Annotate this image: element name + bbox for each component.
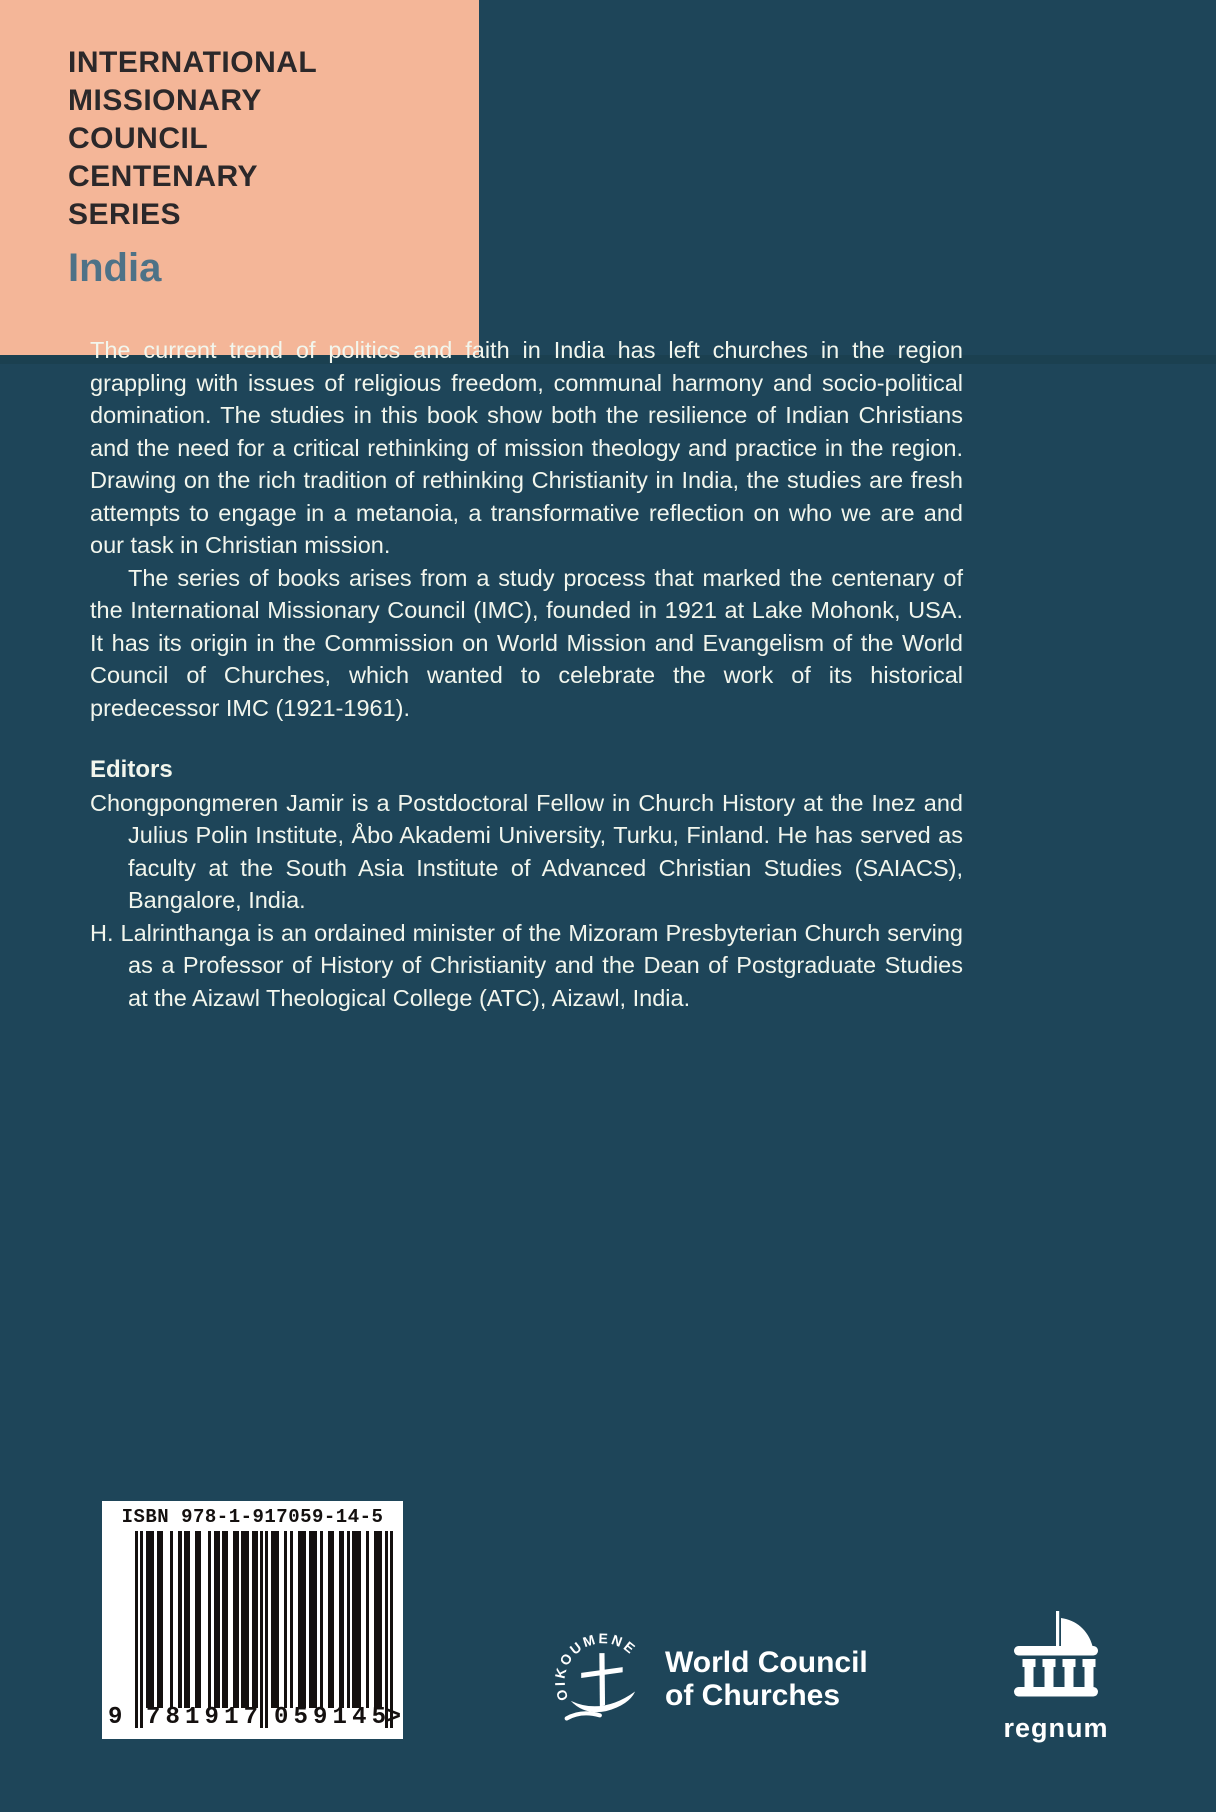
barcode-digit: 9	[204, 1704, 219, 1731]
wcc-name-line: World Council	[665, 1646, 868, 1679]
barcode-digit: 5	[293, 1704, 308, 1731]
barcode-digit-group: 9	[108, 1704, 123, 1731]
barcode-bar	[341, 1531, 344, 1708]
barcode-bar	[178, 1531, 181, 1708]
barcode-digit: 7	[146, 1704, 161, 1731]
regnum-temple-icon	[1006, 1606, 1106, 1710]
barcode-bar	[140, 1531, 143, 1728]
editors-heading: Editors	[90, 756, 173, 783]
barcode-quiet-zone-mark: >	[386, 1704, 401, 1731]
barcode-bar	[303, 1531, 306, 1708]
barcode-bar	[265, 1531, 268, 1728]
blurb-paragraph-1: The current trend of politics and faith in India has left churches in the region grappling with issues of religious freedom, communal harmony and socio-political domination. The studies in this book show both the resilience of Indian Christians and the need for a critical rethinking of mission theology and practice in the region. Drawing on the rich tradition of rethinking Christianity in India, the studies are fresh attempts to engage in a metanoia, a transformative reflection on who we are and our task in Christian mission.	[90, 337, 963, 558]
barcode-digit: 8	[165, 1704, 180, 1731]
barcode-digit: 9	[313, 1704, 328, 1731]
barcode-bar	[385, 1531, 388, 1728]
barcode-bar	[208, 1531, 211, 1708]
series-volume-title: India	[68, 246, 162, 290]
barcode-bar	[260, 1531, 263, 1728]
barcode-bar	[216, 1531, 219, 1708]
barcode-bar	[170, 1531, 173, 1708]
barcode-digit-group	[146, 1704, 258, 1731]
barcode-digit: 1	[224, 1704, 239, 1731]
barcode-bar	[390, 1531, 393, 1728]
barcode-bar	[366, 1531, 369, 1708]
wcc-logo	[552, 1620, 972, 1740]
barcode-bar	[246, 1531, 249, 1708]
blurb-paragraph-2: The series of books arises from a study process that marked the centenary of the International Missionary Council (IMC), founded in 1921 at Lake Mohonk, USA. It has its origin in the Commission on World Mission and Evangelism of the World Council of Churches, which wanted to celebrate the work of its historical predecessor IMC (1921-1961).	[90, 564, 963, 721]
barcode-digit: 1	[185, 1704, 200, 1731]
editor-bio-2: H. Lalrinthanga is an ordained minister of the Mizoram Presbyterian Church serving as a Professor of History of Christianity and the Dean of Postgraduate Studies at the Aizawl Theological College (ATC), Aizawl, India.	[90, 919, 963, 1011]
barcode-digit-group	[274, 1704, 386, 1731]
series-title-line: SERIES	[68, 198, 182, 231]
regnum-wordmark: regnum	[1003, 1713, 1109, 1743]
wcc-name-line: of Churches	[665, 1679, 841, 1712]
series-title	[68, 44, 479, 234]
barcode-bar	[320, 1531, 323, 1708]
svg-text:OIKOUMENE: OIKOUMENE	[552, 1630, 641, 1703]
series-title-line: INTERNATIONAL	[68, 46, 318, 79]
barcode-bar	[135, 1531, 138, 1728]
series-title-line: COUNCIL	[68, 122, 209, 155]
barcode-digit: 4	[352, 1704, 367, 1731]
series-title-line: MISSIONARY	[68, 84, 262, 117]
barcode-bar	[314, 1531, 317, 1708]
back-cover-copy	[90, 334, 963, 1014]
series-title-line: CENTENARY	[68, 160, 259, 193]
barcode-digit: 7	[243, 1704, 258, 1731]
barcode-bar	[347, 1531, 350, 1708]
barcode-bar	[276, 1531, 279, 1708]
barcode-digit: 0	[274, 1704, 289, 1731]
barcode-human-digits	[102, 1704, 403, 1734]
barcode-bar	[197, 1531, 200, 1708]
barcode-bar	[159, 1531, 162, 1708]
barcode-bar	[225, 1531, 228, 1708]
isbn-number-label: ISBN 978-1-917059-14-5	[121, 1506, 384, 1528]
barcode-bar	[151, 1531, 154, 1708]
barcode-bar	[358, 1531, 361, 1708]
series-panel	[0, 0, 479, 355]
oikoumene-boat-icon	[552, 1622, 656, 1734]
barcode-bar	[290, 1531, 293, 1708]
regnum-logo	[1003, 1606, 1109, 1744]
barcode-bar	[331, 1531, 334, 1708]
barcode-digit: 5	[371, 1704, 386, 1731]
ean13-barcode	[135, 1531, 393, 1728]
barcode-bar	[235, 1531, 238, 1708]
barcode-bar	[187, 1531, 190, 1708]
editor-bio-1: Chongpongmeren Jamir is a Postdoctoral Fellow in Church History at the Inez and Julius Polin Institute, Åbo Akademi University, Turku, Finland. He has served as faculty at the South Asia Institute of Advanced Christian Studies (SAIACS), Bangalore, India.	[90, 789, 963, 913]
barcode-bar	[284, 1531, 287, 1708]
barcode-bar	[379, 1531, 382, 1708]
barcode-bar	[254, 1531, 257, 1708]
barcode-digit: 1	[332, 1704, 347, 1731]
isbn-block	[102, 1501, 403, 1739]
